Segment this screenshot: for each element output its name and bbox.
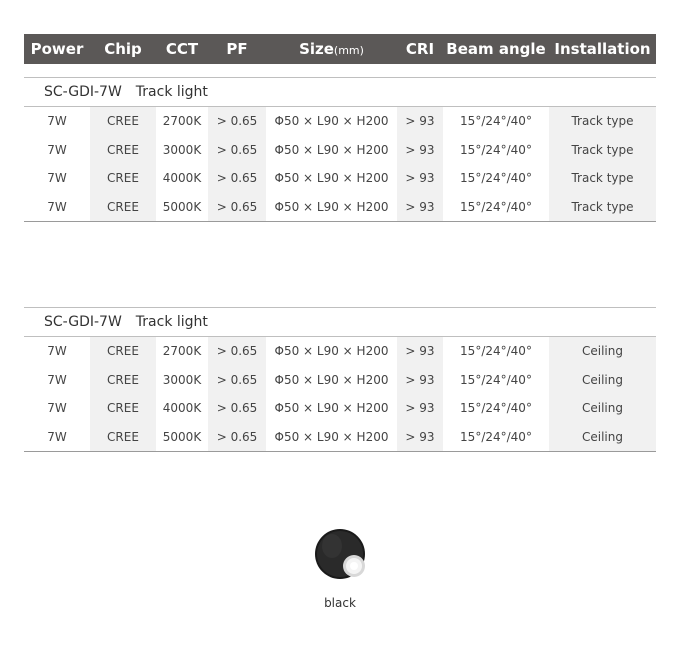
cell-cct: 4000K: [162, 401, 202, 416]
header-size-label: Size: [299, 40, 334, 58]
cell-size: Φ50 × L90 × H200: [274, 429, 389, 444]
cell-installation: Ceiling: [582, 344, 623, 359]
cell-power: 7W: [47, 429, 67, 444]
cell-size: Φ50 × L90 × H200: [274, 199, 389, 214]
cell-cct: 2700K: [162, 344, 202, 359]
cell-cct: 5000K: [162, 429, 202, 444]
table-row: [24, 193, 656, 222]
black-finish-swatch: [314, 528, 366, 580]
cell-power: 7W: [47, 372, 67, 387]
cell-chip: CREE: [107, 199, 139, 214]
header-chip: Chip: [104, 40, 142, 58]
cell-installation: Ceiling: [582, 429, 623, 444]
cell-power: 7W: [47, 142, 67, 157]
section-model: SC-GDI-7W: [44, 84, 122, 100]
cell-size: Φ50 × L90 × H200: [274, 171, 389, 186]
section-title: [24, 78, 656, 106]
cell-size: Φ50 × L90 × H200: [274, 344, 389, 359]
header-installation: Installation: [554, 40, 651, 58]
cell-installation: Ceiling: [582, 372, 623, 387]
section-rows: [24, 337, 656, 451]
cell-cct: 4000K: [162, 171, 202, 186]
cell-cri: > 93: [405, 429, 435, 444]
cell-beam-angle: 15°/24°/40°: [460, 199, 532, 214]
table-row: [24, 164, 656, 193]
cell-power: 7W: [47, 344, 67, 359]
cell-cct: 3000K: [162, 142, 202, 157]
table-row: [24, 366, 656, 395]
cell-beam-angle: 15°/24°/40°: [460, 171, 532, 186]
cell-installation: Ceiling: [582, 401, 623, 416]
section-ceiling: [24, 307, 656, 452]
header-pf: PF: [226, 40, 248, 58]
header-cct: CCT: [165, 40, 199, 58]
cell-cri: > 93: [405, 401, 435, 416]
table-row: [24, 423, 656, 452]
cell-cri: > 93: [405, 171, 435, 186]
cell-chip: CREE: [107, 114, 139, 129]
cell-chip: CREE: [107, 171, 139, 186]
cell-chip: CREE: [107, 429, 139, 444]
cell-size: Φ50 × L90 × H200: [274, 142, 389, 157]
cell-pf: > 0.65: [216, 142, 258, 157]
cell-pf: > 0.65: [216, 114, 258, 129]
cell-pf: > 0.65: [216, 199, 258, 214]
cell-power: 7W: [47, 171, 67, 186]
cell-chip: CREE: [107, 344, 139, 359]
table-header: [24, 34, 656, 64]
cell-size: Φ50 × L90 × H200: [274, 401, 389, 416]
cell-cri: > 93: [405, 142, 435, 157]
cell-beam-angle: 15°/24°/40°: [460, 114, 532, 129]
header-power: Power: [30, 40, 84, 58]
lamp-icon: [314, 528, 366, 580]
cell-beam-angle: 15°/24°/40°: [460, 372, 532, 387]
finish-option: [300, 528, 380, 610]
finish-label: black: [324, 596, 356, 610]
cell-pf: > 0.65: [216, 401, 258, 416]
cell-chip: CREE: [107, 372, 139, 387]
table-row: [24, 394, 656, 423]
section-type: Track light: [135, 84, 208, 100]
section-model: SC-GDI-7W: [44, 314, 122, 330]
cell-cri: > 93: [405, 199, 435, 214]
cell-installation: Track type: [571, 114, 634, 129]
cell-pf: > 0.65: [216, 344, 258, 359]
cell-installation: Track type: [571, 171, 634, 186]
cell-pf: > 0.65: [216, 429, 258, 444]
cell-beam-angle: 15°/24°/40°: [460, 401, 532, 416]
header-beam-angle: Beam angle: [446, 40, 546, 58]
table-row: [24, 337, 656, 366]
section-title: [24, 308, 656, 336]
cell-power: 7W: [47, 401, 67, 416]
header-size-unit: (mm): [333, 44, 364, 57]
cell-installation: Track type: [571, 142, 634, 157]
cell-cri: > 93: [405, 344, 435, 359]
cell-beam-angle: 15°/24°/40°: [460, 142, 532, 157]
cell-cri: > 93: [405, 114, 435, 129]
cell-beam-angle: 15°/24°/40°: [460, 429, 532, 444]
cell-installation: Track type: [571, 199, 634, 214]
table-row: [24, 136, 656, 165]
cell-chip: CREE: [107, 401, 139, 416]
section-bottom-rule: [24, 221, 656, 222]
section-rows: [24, 107, 656, 221]
cell-cct: 5000K: [162, 199, 202, 214]
cell-cct: 3000K: [162, 372, 202, 387]
header-size: [266, 40, 397, 58]
cell-power: 7W: [47, 114, 67, 129]
cell-cct: 2700K: [162, 114, 202, 129]
cell-size: Φ50 × L90 × H200: [274, 372, 389, 387]
section-type: Track light: [135, 314, 208, 330]
cell-chip: CREE: [107, 142, 139, 157]
cell-pf: > 0.65: [216, 372, 258, 387]
header-cri: CRI: [405, 40, 435, 58]
table-row: [24, 107, 656, 136]
cell-cri: > 93: [405, 372, 435, 387]
section-bottom-rule: [24, 451, 656, 452]
cell-size: Φ50 × L90 × H200: [274, 114, 389, 129]
cell-beam-angle: 15°/24°/40°: [460, 344, 532, 359]
section-track-type: [24, 77, 656, 222]
cell-power: 7W: [47, 199, 67, 214]
cell-pf: > 0.65: [216, 171, 258, 186]
